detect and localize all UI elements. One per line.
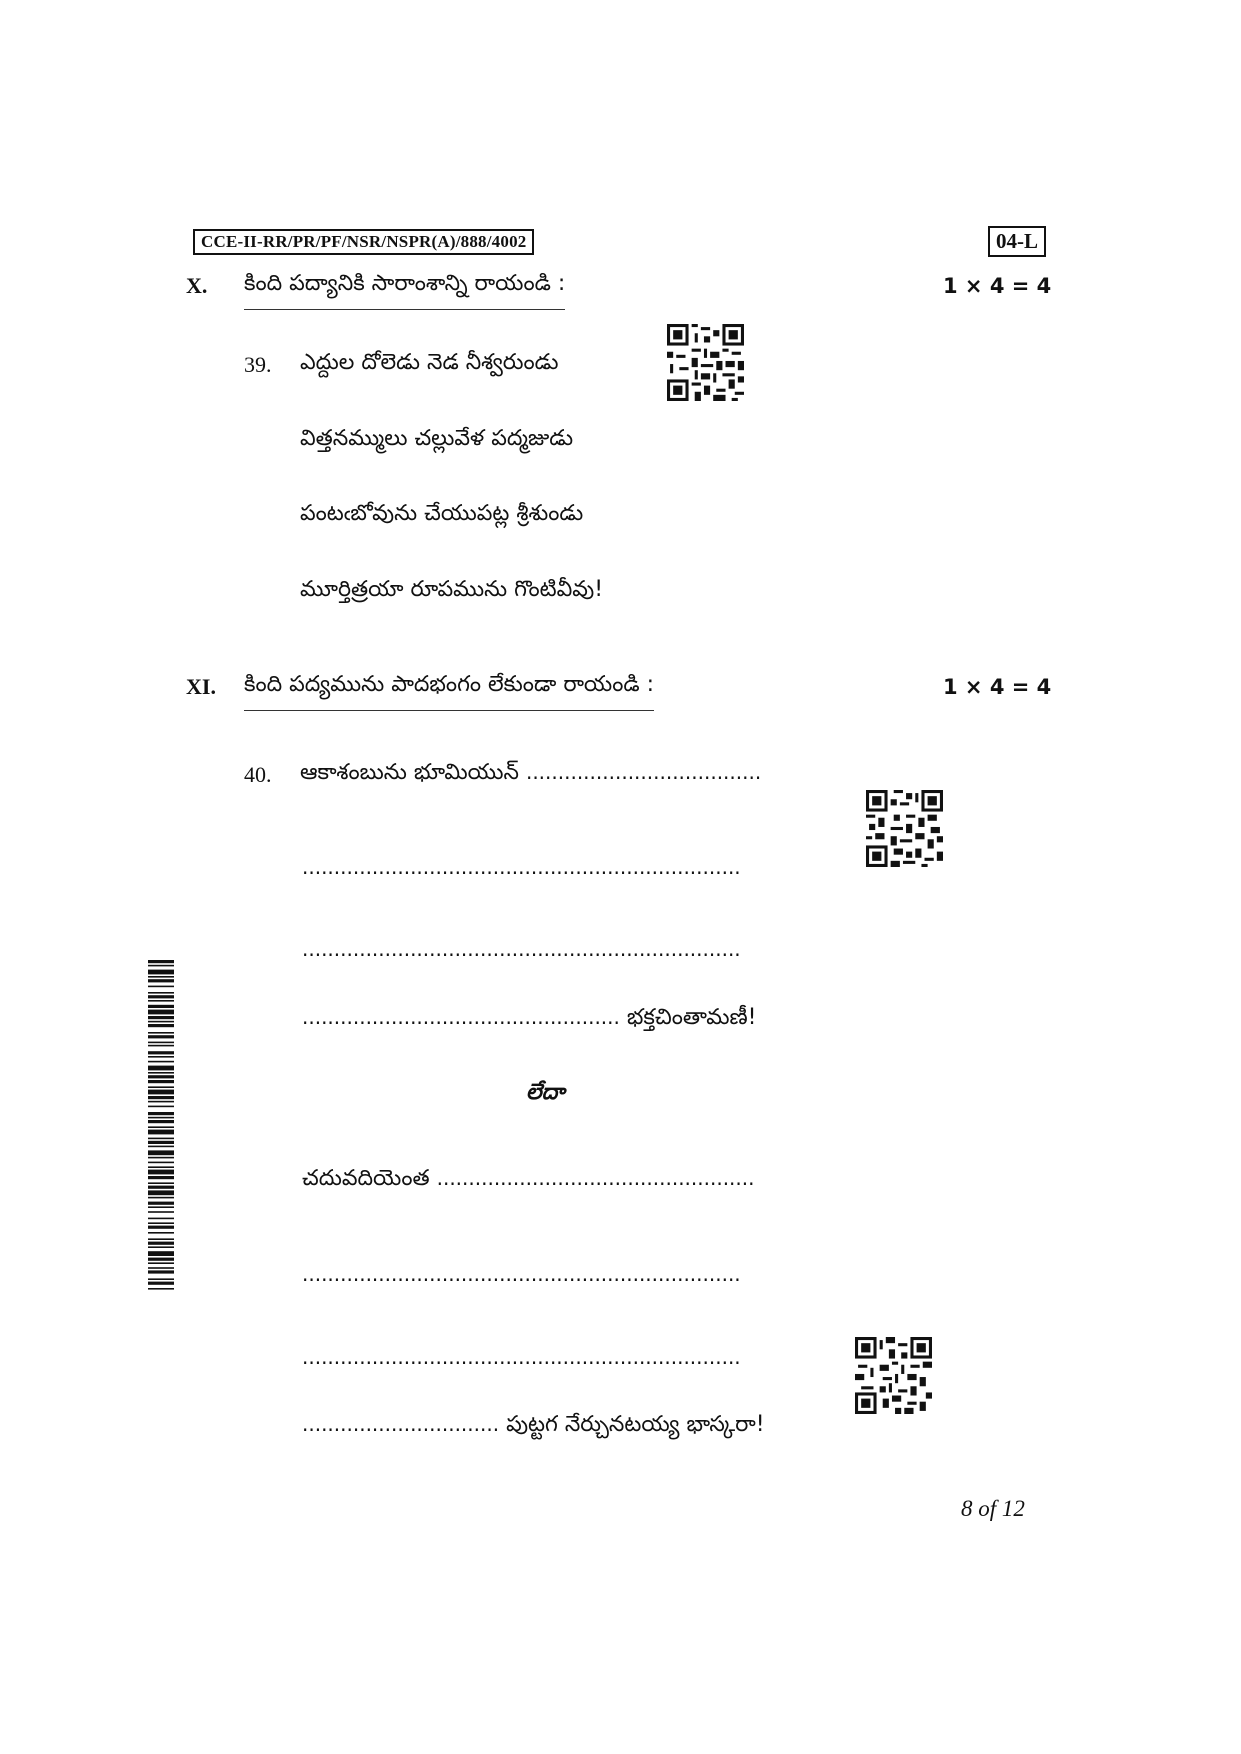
poem-40b-line-1-start: చదువదియెంత <box>302 1166 430 1191</box>
poem-40-line-1-start: ఆకాశంబును భూమియున్ <box>300 760 519 785</box>
poem-40-line-4 <box>302 1005 757 1035</box>
barcode-bar <box>148 1186 174 1189</box>
barcode-bar <box>148 1157 174 1159</box>
barcode-bar <box>148 960 174 963</box>
barcode-bar <box>148 1146 174 1148</box>
poem-40-line-1 <box>300 760 761 790</box>
barcode-bar <box>148 1251 174 1256</box>
section-xi-marks: 1 × 4 = 4 <box>943 675 1052 699</box>
barcode-bar <box>148 1218 174 1220</box>
barcode-bar <box>148 1101 174 1103</box>
barcode-bar <box>148 1051 174 1054</box>
barcode-bar <box>148 1035 174 1038</box>
barcode-bar <box>148 1024 174 1027</box>
poem-40-line-3-blank: ..................................................................... <box>302 937 741 961</box>
poem-39-line-2: విత్తనమ్ములు చల్లువేళ పద్మజుడు <box>300 426 574 451</box>
barcode-bar <box>148 1182 174 1184</box>
section-x-marks: 1 × 4 = 4 <box>943 274 1052 298</box>
barcode-bar <box>148 1206 174 1208</box>
barcode-bar <box>148 992 174 994</box>
barcode-bar <box>148 1238 174 1240</box>
barcode-bar <box>148 1197 174 1199</box>
poem-40b-line-4-end: పుట్టగ నేర్చునటయ్య భాస్కరా! <box>506 1412 765 1437</box>
barcode-bar <box>148 1086 174 1088</box>
barcode-bar <box>148 1176 174 1179</box>
barcode-icon <box>148 960 174 1380</box>
barcode-bar <box>148 1150 174 1155</box>
poem-40-line-2-blank: ..................................................................... <box>302 855 741 879</box>
barcode-bar <box>148 1138 174 1140</box>
barcode-bar <box>148 1190 174 1195</box>
barcode-bar <box>148 1202 174 1205</box>
page-of-label: of <box>978 1496 997 1521</box>
barcode-bar <box>148 1090 174 1095</box>
poem-40b-line-4-blank: ............................... <box>302 1412 500 1436</box>
or-label: లేదా <box>526 1080 565 1105</box>
barcode-bar <box>148 1270 174 1273</box>
barcode-bar <box>148 1045 174 1047</box>
poem-39-line-3: పంటఁబోవును చేయుపట్ల శ్రీశుండు <box>300 501 584 526</box>
barcode-bar <box>148 979 174 982</box>
page-number <box>961 1496 1025 1522</box>
section-xi-number: XI. <box>186 674 216 699</box>
qr-code-icon <box>667 324 744 401</box>
barcode-bar <box>148 1000 174 1002</box>
poem-39-line-4: మూర్తిత్రయా రూపమును గొంటివీవు! <box>300 577 604 602</box>
poem-39-line-1: ఎద్దుల దోలెడు నెడ నీశ్వరుండు <box>300 350 559 375</box>
barcode-bar <box>148 976 174 978</box>
barcode-bar <box>148 1130 174 1135</box>
barcode-bar <box>148 1258 174 1261</box>
question-39-number: 39. <box>244 352 272 377</box>
question-40-number: 40. <box>244 762 272 787</box>
barcode-bar <box>148 1222 174 1224</box>
barcode-bar <box>148 1042 174 1044</box>
barcode-bar <box>148 995 174 998</box>
page-total: 12 <box>1001 1496 1025 1521</box>
barcode-bar <box>148 1262 174 1264</box>
qr-code-icon <box>855 1337 932 1414</box>
barcode-bar <box>148 1010 174 1015</box>
barcode-bar <box>148 1162 174 1164</box>
barcode-bar <box>148 970 174 975</box>
barcode-bar <box>148 1166 174 1168</box>
barcode-bar <box>148 986 174 988</box>
poem-40b-line-2-blank: ..................................................................... <box>302 1262 741 1286</box>
poem-40-line-1-blank: ..................................... <box>525 760 762 784</box>
barcode-bar <box>148 1016 174 1019</box>
page-code-badge: 04-L <box>988 226 1046 257</box>
poem-40b-line-1 <box>302 1166 754 1196</box>
poem-40b-line-1-blank: .................................................. <box>436 1166 755 1190</box>
page-current: 8 <box>961 1496 973 1521</box>
barcode-bar <box>148 1267 174 1269</box>
barcode-bar <box>148 1106 174 1108</box>
barcode-bar <box>148 1282 174 1285</box>
poem-40b-line-3-blank: ..................................................................... <box>302 1345 741 1369</box>
barcode-bar <box>148 1080 174 1083</box>
barcode-bar <box>148 1278 174 1280</box>
poem-40b-line-4 <box>302 1412 765 1442</box>
barcode-bar <box>148 1211 174 1213</box>
barcode-bar <box>148 965 174 967</box>
barcode-bar <box>148 1120 174 1123</box>
barcode-bar <box>148 1126 174 1128</box>
barcode-bar <box>148 1141 174 1144</box>
barcode-bar <box>148 1112 174 1115</box>
barcode-bar <box>148 1005 174 1008</box>
barcode-bar <box>148 1096 174 1099</box>
barcode-bar <box>148 1288 174 1290</box>
question-paper-code: CCE-II-RR/PR/PF/NSR/NSPR(A)/888/4002 <box>193 229 534 255</box>
barcode-bar <box>148 1242 174 1245</box>
barcode-bar <box>148 1061 174 1063</box>
barcode-bar <box>148 1246 174 1248</box>
barcode-bar <box>148 1170 174 1175</box>
barcode-bar <box>148 1072 174 1074</box>
barcode-bar <box>148 1226 174 1229</box>
barcode-bar <box>148 1032 174 1034</box>
barcode-bar <box>148 1056 174 1058</box>
barcode-bar <box>148 1021 174 1023</box>
poem-40-line-4-blank: .................................................. <box>302 1005 620 1029</box>
barcode-bar <box>148 1066 174 1071</box>
barcode-bar <box>148 1075 174 1078</box>
section-xi-heading: కింది పద్యమును పాదభంగం లేకుండా రాయండి : <box>244 672 654 711</box>
qr-code-icon <box>866 790 943 867</box>
poem-40-line-4-end: భక్తచింతామణీ! <box>626 1005 757 1030</box>
section-x-number: X. <box>186 273 208 298</box>
section-x-heading: కింది పద్యానికి సారాంశాన్ని రాయండి : <box>244 271 565 310</box>
barcode-bar <box>148 1117 174 1119</box>
barcode-bar <box>148 1232 174 1234</box>
